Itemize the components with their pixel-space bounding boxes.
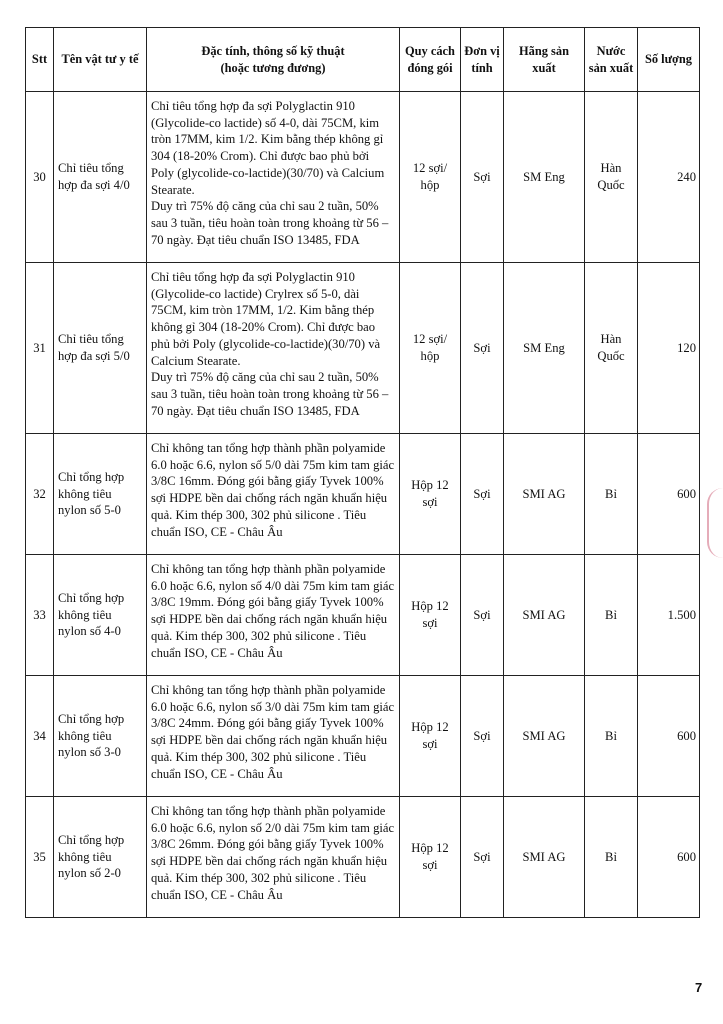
cell-packing: Hộp 12 sợi bbox=[400, 797, 461, 918]
cell-stt: 35 bbox=[26, 797, 54, 918]
cell-packing: Hộp 12 sợi bbox=[400, 434, 461, 555]
cell-manufacturer: SMI AG bbox=[504, 676, 585, 797]
cell-packing: 12 sợi/ hộp bbox=[400, 92, 461, 263]
cell-spec bbox=[147, 797, 400, 918]
header-spec-line-1: Đặc tính, thông số kỹ thuật bbox=[201, 44, 345, 59]
cell-name: Chỉ tổng hợp không tiêu nylon số 4-0 bbox=[54, 555, 147, 676]
cell-country: Hàn Quốc bbox=[585, 263, 638, 434]
spec-paragraph: Duy trì 75% độ căng của chỉ sau 2 tuần, 50% sau 3 tuần, tiêu hoàn toàn trong khoảng từ 56 – 70 ngày. Đạt tiêu chuẩn ISO 13485, FDA bbox=[151, 370, 389, 418]
header-spec-line-2: (hoặc tương đương) bbox=[220, 60, 326, 75]
cell-country: Bỉ bbox=[585, 434, 638, 555]
header-manufacturer: Hãng sản xuất bbox=[504, 28, 585, 92]
table-row bbox=[26, 797, 700, 918]
cell-country: Bỉ bbox=[585, 676, 638, 797]
cell-quantity: 1.500 bbox=[638, 555, 700, 676]
cell-stt: 30 bbox=[26, 92, 54, 263]
header-name: Tên vật tư y tế bbox=[54, 28, 147, 92]
cell-quantity: 600 bbox=[638, 434, 700, 555]
table-row bbox=[26, 434, 700, 555]
table-row bbox=[26, 263, 700, 434]
header-stt: Stt bbox=[26, 28, 54, 92]
cell-spec bbox=[147, 676, 400, 797]
cell-spec bbox=[147, 263, 400, 434]
table-row bbox=[26, 555, 700, 676]
cell-spec bbox=[147, 92, 400, 263]
header-quantity: Số lượng bbox=[638, 28, 700, 92]
cell-stt: 34 bbox=[26, 676, 54, 797]
page-number: 7 bbox=[695, 980, 703, 995]
cell-manufacturer: SM Eng bbox=[504, 263, 585, 434]
spec-paragraph: Chỉ không tan tổng hợp thành phần polyamide 6.0 hoặc 6.6, nylon số 3/0 dài 75m kim tam giác 3/8C 24mm. Đóng gói bằng giấy Tyvek 100% sợi HDPE bền dai chống rách ngăn khuẩn hiệu quả. Kim thép 300, 302 phủ silicone . Tiêu chuẩn ISO, CE - Châu Âu bbox=[151, 683, 395, 781]
cell-quantity: 600 bbox=[638, 676, 700, 797]
cell-unit: Sợi bbox=[461, 797, 504, 918]
cell-spec bbox=[147, 434, 400, 555]
cell-manufacturer: SMI AG bbox=[504, 797, 585, 918]
supplies-table bbox=[25, 27, 700, 918]
spec-paragraph: Duy trì 75% độ căng của chỉ sau 2 tuần, 50% sau 3 tuần, tiêu hoàn toàn trong khoảng từ 56 – 70 ngày. Đạt tiêu chuẩn ISO 13485, FDA bbox=[151, 199, 389, 247]
cell-quantity: 240 bbox=[638, 92, 700, 263]
stamp-edge bbox=[707, 488, 723, 558]
header-packing: Quy cách đóng gói bbox=[400, 28, 461, 92]
spec-paragraph: Chỉ không tan tổng hợp thành phần polyamide 6.0 hoặc 6.6, nylon số 5/0 dài 75m kim tam giác 3/8C 16mm. Đóng gói bằng giấy Tyvek 100% sợi HDPE bền dai chống rách ngăn khuẩn hiệu quả. Kim thép 300, 302 phủ silicone . Tiêu chuẩn ISO, CE - Châu Âu bbox=[151, 441, 395, 539]
cell-stt: 32 bbox=[26, 434, 54, 555]
cell-country: Bỉ bbox=[585, 555, 638, 676]
cell-manufacturer: SMI AG bbox=[504, 555, 585, 676]
spec-paragraph: Chỉ tiêu tổng hợp đa sợi Polyglactin 910 (Glycolide-co lactide) Crylrex số 5-0, dài 75CM, kim tròn 17MM, 1/2. Kim bằng thép không gỉ 304 (18-20% Crom). Chỉ được bao phủ bởi Poly (glycolide-co-lactide)(30/70) và Calcium Stearate. bbox=[151, 270, 381, 368]
cell-stt: 31 bbox=[26, 263, 54, 434]
spec-paragraph: Chỉ không tan tổng hợp thành phần polyamide 6.0 hoặc 6.6, nylon số 4/0 dài 75m kim tam giác 3/8C 19mm. Đóng gói bằng giấy Tyvek 100% sợi HDPE bền dai chống rách ngăn khuẩn hiệu quả. Kim thép 300, 302 phủ silicone . Tiêu chuẩn ISO, CE - Châu Âu bbox=[151, 562, 395, 660]
cell-stt: 33 bbox=[26, 555, 54, 676]
header-unit: Đơn vị tính bbox=[461, 28, 504, 92]
cell-unit: Sợi bbox=[461, 555, 504, 676]
cell-name: Chỉ tổng hợp không tiêu nylon số 5-0 bbox=[54, 434, 147, 555]
table-body bbox=[26, 92, 700, 918]
cell-quantity: 600 bbox=[638, 797, 700, 918]
cell-quantity: 120 bbox=[638, 263, 700, 434]
cell-country: Bỉ bbox=[585, 797, 638, 918]
table-header-row bbox=[26, 28, 700, 92]
cell-spec bbox=[147, 555, 400, 676]
cell-unit: Sợi bbox=[461, 676, 504, 797]
header-country: Nước sản xuất bbox=[585, 28, 638, 92]
cell-packing: Hộp 12 sợi bbox=[400, 676, 461, 797]
cell-country: Hàn Quốc bbox=[585, 92, 638, 263]
cell-packing: 12 sợi/ hộp bbox=[400, 263, 461, 434]
table-row bbox=[26, 92, 700, 263]
cell-unit: Sợi bbox=[461, 263, 504, 434]
cell-name: Chỉ tổng hợp không tiêu nylon số 3-0 bbox=[54, 676, 147, 797]
cell-manufacturer: SM Eng bbox=[504, 92, 585, 263]
table-row bbox=[26, 676, 700, 797]
cell-unit: Sợi bbox=[461, 434, 504, 555]
cell-name: Chỉ tổng hợp không tiêu nylon số 2-0 bbox=[54, 797, 147, 918]
spec-paragraph: Chỉ tiêu tổng hợp đa sợi Polyglactin 910 (Glycolide-co lactide) số 4-0, dài 75CM, kim tròn 17MM, kim 1/2. Kim bằng thép không gỉ 304 (18-20% Crom). Chỉ được bao phủ bởi Poly (glycolide-co-lactide)(30/70) và Calcium Stearate. bbox=[151, 99, 385, 197]
cell-unit: Sợi bbox=[461, 92, 504, 263]
cell-name: Chỉ tiêu tổng hợp đa sợi 5/0 bbox=[54, 263, 147, 434]
cell-packing: Hộp 12 sợi bbox=[400, 555, 461, 676]
header-spec bbox=[147, 28, 400, 92]
cell-name: Chỉ tiêu tổng hợp đa sợi 4/0 bbox=[54, 92, 147, 263]
cell-manufacturer: SMI AG bbox=[504, 434, 585, 555]
spec-paragraph: Chỉ không tan tổng hợp thành phần polyamide 6.0 hoặc 6.6, nylon số 2/0 dài 75m kim tam giác 3/8C 26mm. Đóng gói bằng giấy Tyvek 100% sợi HDPE bền dai chống rách ngăn khuẩn hiệu quả. Kim thép 300, 302 phủ silicone . Tiêu chuẩn ISO, CE - Châu Âu bbox=[151, 804, 395, 902]
